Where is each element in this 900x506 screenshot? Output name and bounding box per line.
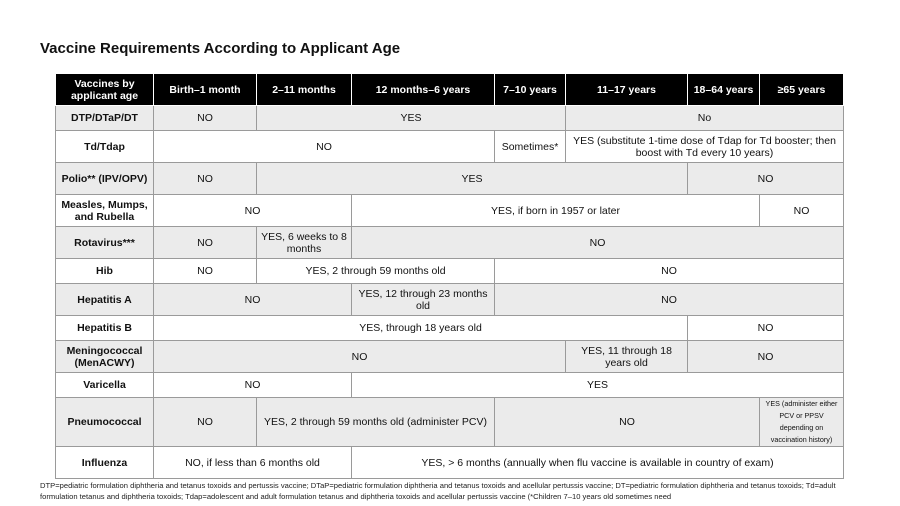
cell: YES — [257, 163, 688, 195]
cell: NO — [154, 131, 495, 163]
cell: YES — [352, 373, 844, 398]
cell: YES, 6 weeks to 8 months — [257, 227, 352, 259]
col-header-12-months-6-years: 12 months–6 years — [352, 74, 495, 106]
row-hepatitis-b — [56, 316, 844, 341]
cell: NO — [688, 316, 844, 341]
row-dtp — [56, 106, 844, 131]
vaccine-name: Hepatitis B — [56, 316, 154, 341]
cell: NO — [154, 163, 257, 195]
vaccine-requirements-table — [55, 73, 844, 479]
cell: NO — [154, 398, 257, 447]
cell: NO — [154, 106, 257, 131]
cell: YES, 2 through 59 months old (administer PCV) — [257, 398, 495, 447]
row-hepatitis-a — [56, 284, 844, 316]
cell: NO — [154, 259, 257, 284]
col-header-65-plus: ≥65 years — [760, 74, 844, 106]
vaccine-name: Meningococcal (MenACWY) — [56, 341, 154, 373]
cell: NO, if less than 6 months old — [154, 447, 352, 479]
col-header-7-10-years: 7–10 years — [495, 74, 566, 106]
col-header-birth: Birth–1 month — [154, 74, 257, 106]
col-header-vaccine: Vaccines by applicant age — [56, 74, 154, 106]
cell: YES, 11 through 18 years old — [566, 341, 688, 373]
cell: YES (administer either PCV or PPSV depending on vaccination history) — [760, 398, 844, 447]
vaccine-name: Td/Tdap — [56, 131, 154, 163]
cell: NO — [495, 398, 760, 447]
header-row — [56, 74, 844, 106]
cell: YES, 12 through 23 months old — [352, 284, 495, 316]
cell: NO — [495, 284, 844, 316]
cell: YES, 2 through 59 months old — [257, 259, 495, 284]
vaccine-name: Pneumococcal — [56, 398, 154, 447]
footnote: DTP=pediatric formulation diphtheria and tetanus toxoids and pertussis vaccine; DTaP=pediatric formulation diphtheria and tetanus toxoids and acellular pertussis vaccine; DT=pediatric formulation diphtheria and tetanus toxoids; Td=adult formulation tetanus and diphtheria toxoids; Tdap=adolescent and adult formulation tetanus and diphtheria toxoids and acellular pertussis vaccine (*Children 7–10 years old sometimes need — [40, 481, 836, 501]
cell: YES — [257, 106, 566, 131]
cell: YES, through 18 years old — [154, 316, 688, 341]
vaccine-name: Hepatitis A — [56, 284, 154, 316]
row-mmr — [56, 195, 844, 227]
row-influenza — [56, 447, 844, 479]
vaccine-name: Measles, Mumps, and Rubella — [56, 195, 154, 227]
row-rotavirus — [56, 227, 844, 259]
vaccine-name: Hib — [56, 259, 154, 284]
page-title: Vaccine Requirements According to Applicant Age — [40, 40, 401, 57]
cell: NO — [154, 227, 257, 259]
cell: NO — [154, 341, 566, 373]
vaccine-name: Rotavirus*** — [56, 227, 154, 259]
cell: YES, > 6 months (annually when flu vaccine is available in country of exam) — [352, 447, 844, 479]
cell: NO — [688, 163, 844, 195]
col-header-11-17-years: 11–17 years — [566, 74, 688, 106]
vaccine-name: Varicella — [56, 373, 154, 398]
row-polio — [56, 163, 844, 195]
vaccine-name: Influenza — [56, 447, 154, 479]
row-pneumococcal — [56, 398, 844, 447]
vaccine-name: Polio** (IPV/OPV) — [56, 163, 154, 195]
cell: NO — [154, 373, 352, 398]
cell: Sometimes* — [495, 131, 566, 163]
col-header-2-11-months: 2–11 months — [257, 74, 352, 106]
col-header-18-64-years: 18–64 years — [688, 74, 760, 106]
cell: YES (substitute 1-time dose of Tdap for Td booster; then boost with Td every 10 years) — [566, 131, 844, 163]
cell: NO — [352, 227, 844, 259]
cell: No — [566, 106, 844, 131]
cell: YES, if born in 1957 or later — [352, 195, 760, 227]
row-td-tdap — [56, 131, 844, 163]
row-hib — [56, 259, 844, 284]
cell: NO — [154, 195, 352, 227]
cell: NO — [495, 259, 844, 284]
row-varicella — [56, 373, 844, 398]
vaccine-name: DTP/DTaP/DT — [56, 106, 154, 131]
cell: NO — [760, 195, 844, 227]
cell: NO — [154, 284, 352, 316]
cell: NO — [688, 341, 844, 373]
row-meningococcal — [56, 341, 844, 373]
